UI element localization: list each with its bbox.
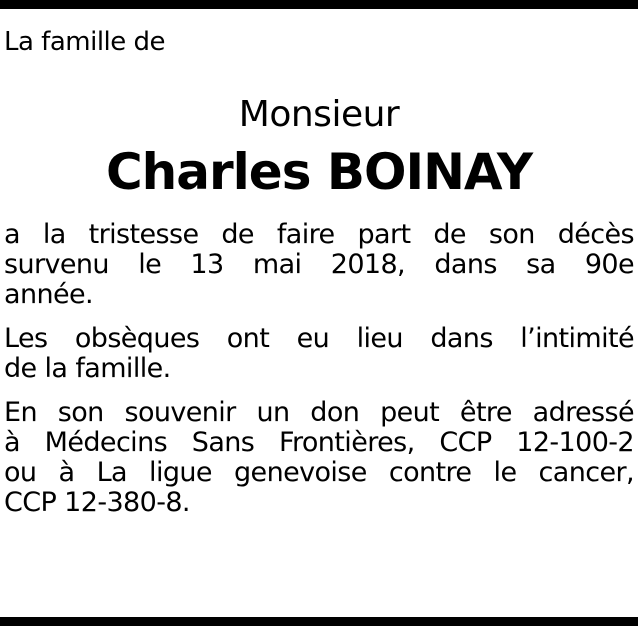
deceased-name: Charles BOINAY <box>105 143 533 201</box>
paragraph-line: En son souvenir un don peut être adressé <box>4 397 634 428</box>
donation-paragraph <box>4 398 634 518</box>
paragraph-line: ou à La ligue genevoise contre le cancer, <box>4 457 634 488</box>
paragraph-line: année. <box>4 279 93 310</box>
notice-civility: Monsieur <box>238 94 400 135</box>
funeral-paragraph <box>4 324 634 384</box>
paragraph-line: a la tristesse de faire part de son décès <box>4 219 634 250</box>
announcement-paragraph <box>4 220 634 310</box>
paragraph-line: Les obsèques ont eu lieu dans l’intimité <box>4 323 634 354</box>
paragraph-line: CCP 12-380-8. <box>4 487 190 518</box>
death-notice <box>4 26 634 518</box>
paragraph-line: à Médecins Sans Frontières, CCP 12-100-2 <box>4 427 634 458</box>
bottom-border-rule <box>0 617 638 626</box>
paragraph-line: survenu le 13 mai 2018, dans sa 90e <box>4 249 634 280</box>
paragraph-line: de la famille. <box>4 353 171 384</box>
top-border-rule <box>0 0 638 9</box>
notice-intro: La famille de <box>4 27 166 57</box>
